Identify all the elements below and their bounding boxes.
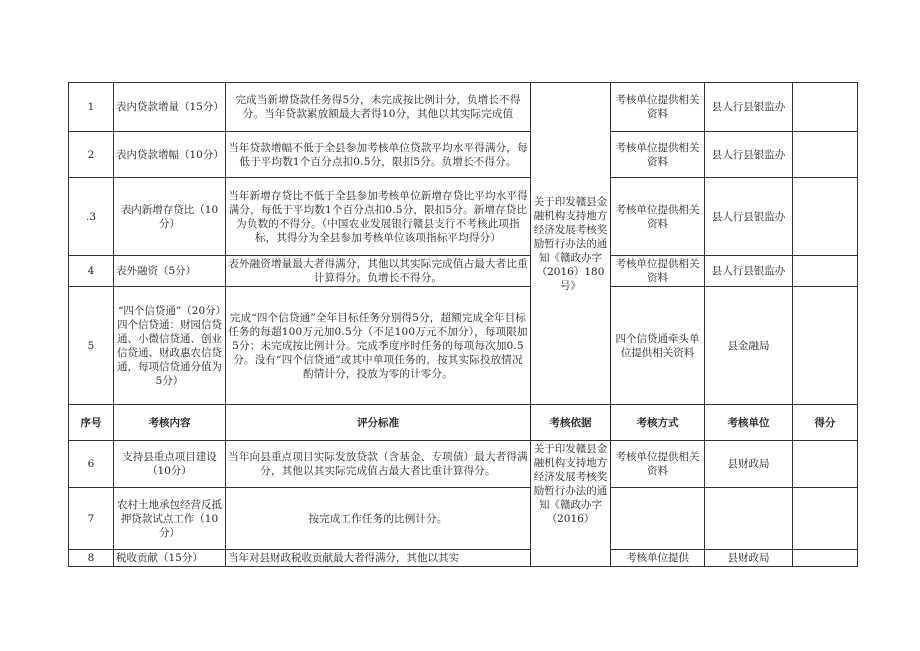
score-cell (793, 83, 858, 132)
row-number: 5 (69, 287, 114, 405)
header-unit: 考核单位 (705, 405, 793, 441)
scoring-criteria: 表外融资增量最大者得满分，其他以其实际完成值占最大者比重计算得分。负增长不得分。 (226, 256, 531, 287)
header-no: 序号 (69, 405, 114, 441)
table-row (69, 83, 858, 132)
header-content: 考核内容 (114, 405, 226, 441)
row-number: 7 (69, 488, 114, 550)
assessment-method: 考核单位提供相关资料 (611, 178, 705, 256)
table-row (69, 441, 858, 488)
header-score: 得分 (793, 405, 858, 441)
assessment-content: 农村土地承包经营反抵押贷款试点工作（10分） (114, 488, 226, 550)
table-row (69, 178, 858, 256)
assessment-content: 支持县重点项目建设（10分） (114, 441, 226, 488)
scoring-criteria: 完成当新增贷款任务得5分，未完成按比例计分，负增长不得分。当年贷款累放额最大者得10分，其他以其实际完成值 (226, 83, 531, 132)
scoring-criteria: 完成“四个信贷通”全年目标任务分别得5分，超额完成全年目标任务的每超100万元加0.5分（不足100万元不加分），每项限加5分；未完成按比例计分。完成季度序时任务的每项每次加0.5分。没有“四个信贷通”或其中单项任务的，按其实际投放情况酌情计分，投放为零的计零分。 (226, 287, 531, 405)
table-row (69, 256, 858, 287)
assessment-method: 考核单位提供 (611, 550, 705, 567)
assessment-table (68, 82, 858, 567)
assessment-basis: 关于印发赣县金融机构支持地方经济发展考核奖励暂行办法的通知《赣政办字（2016）180号》 (531, 83, 611, 405)
row-number: .3 (69, 178, 114, 256)
assessment-method: 考核单位提供相关资料 (611, 256, 705, 287)
row-number: 6 (69, 441, 114, 488)
assessment-content: 税收贡献（15分） (114, 550, 226, 567)
assessment-unit: 县金融局 (705, 287, 793, 405)
table-row (69, 132, 858, 178)
header-method: 考核方式 (611, 405, 705, 441)
scoring-criteria: 按完成工作任务的比例计分。 (226, 488, 531, 550)
table-header-row (69, 405, 858, 441)
header-basis: 考核依据 (531, 405, 611, 441)
assessment-method: 考核单位提供相关资料 (611, 441, 705, 488)
assessment-content: 表内新增存贷比（10分） (114, 178, 226, 256)
assessment-unit (705, 488, 793, 550)
scoring-criteria: 当年对县财政税收贡献最大者得满分，其他以其实 (226, 550, 531, 567)
header-criteria: 评分标准 (226, 405, 531, 441)
table-row (69, 488, 858, 550)
assessment-content: “四个信贷通”（20分）四个信贷通：财园信贷通、小微信贷通、创业信贷通、财政惠农信贷通，每项信贷通分值为5分） (114, 287, 226, 405)
row-number: 1 (69, 83, 114, 132)
score-cell (793, 441, 858, 488)
row-number: 4 (69, 256, 114, 287)
assessment-method: 四个信贷通牵头单位提供相关资料 (611, 287, 705, 405)
assessment-unit: 县人行县银监办 (705, 83, 793, 132)
assessment-method (611, 488, 705, 550)
assessment-basis: 关于印发赣县金融机构支持地方经济发展考核奖励暂行办法的通知《赣政办字（2016） (531, 441, 611, 567)
score-cell (793, 256, 858, 287)
assessment-unit: 县财政局 (705, 441, 793, 488)
scoring-criteria: 当年新增存贷比不低于全县参加考核单位新增存贷比平均水平得满分，每低于平均数1个百分点扣0.5分，限扣5分。新增存贷比为负数的不得分。（中国农业发展银行赣县支行不考核此项指标，其得分为全县参加考核单位该项指标平均得分） (226, 178, 531, 256)
table-row (69, 287, 858, 405)
score-cell (793, 132, 858, 178)
assessment-method: 考核单位提供相关资料 (611, 132, 705, 178)
table-row (69, 550, 858, 567)
assessment-unit: 县财政局 (705, 550, 793, 567)
scoring-criteria: 当年向县重点项目实际发放贷款（含基金、专项债）最大者得满分，其他以其实际完成值占最大者比重计算得分。 (226, 441, 531, 488)
row-number: 2 (69, 132, 114, 178)
assessment-unit: 县人行县银监办 (705, 178, 793, 256)
assessment-content: 表外融资（5分） (114, 256, 226, 287)
scoring-criteria: 当年贷款增幅不低于全县参加考核单位贷款平均水平得满分，每低于平均数1个百分点扣0.5分，限扣5分。负增长不得分。 (226, 132, 531, 178)
assessment-unit: 县人行县银监办 (705, 256, 793, 287)
assessment-content: 表内贷款增量（15分） (114, 83, 226, 132)
score-cell (793, 287, 858, 405)
assessment-method: 考核单位提供相关资料 (611, 83, 705, 132)
assessment-content: 表内贷款增幅（10分） (114, 132, 226, 178)
score-cell (793, 550, 858, 567)
row-number: 8 (69, 550, 114, 567)
score-cell (793, 178, 858, 256)
assessment-unit: 县人行县银监办 (705, 132, 793, 178)
score-cell (793, 488, 858, 550)
